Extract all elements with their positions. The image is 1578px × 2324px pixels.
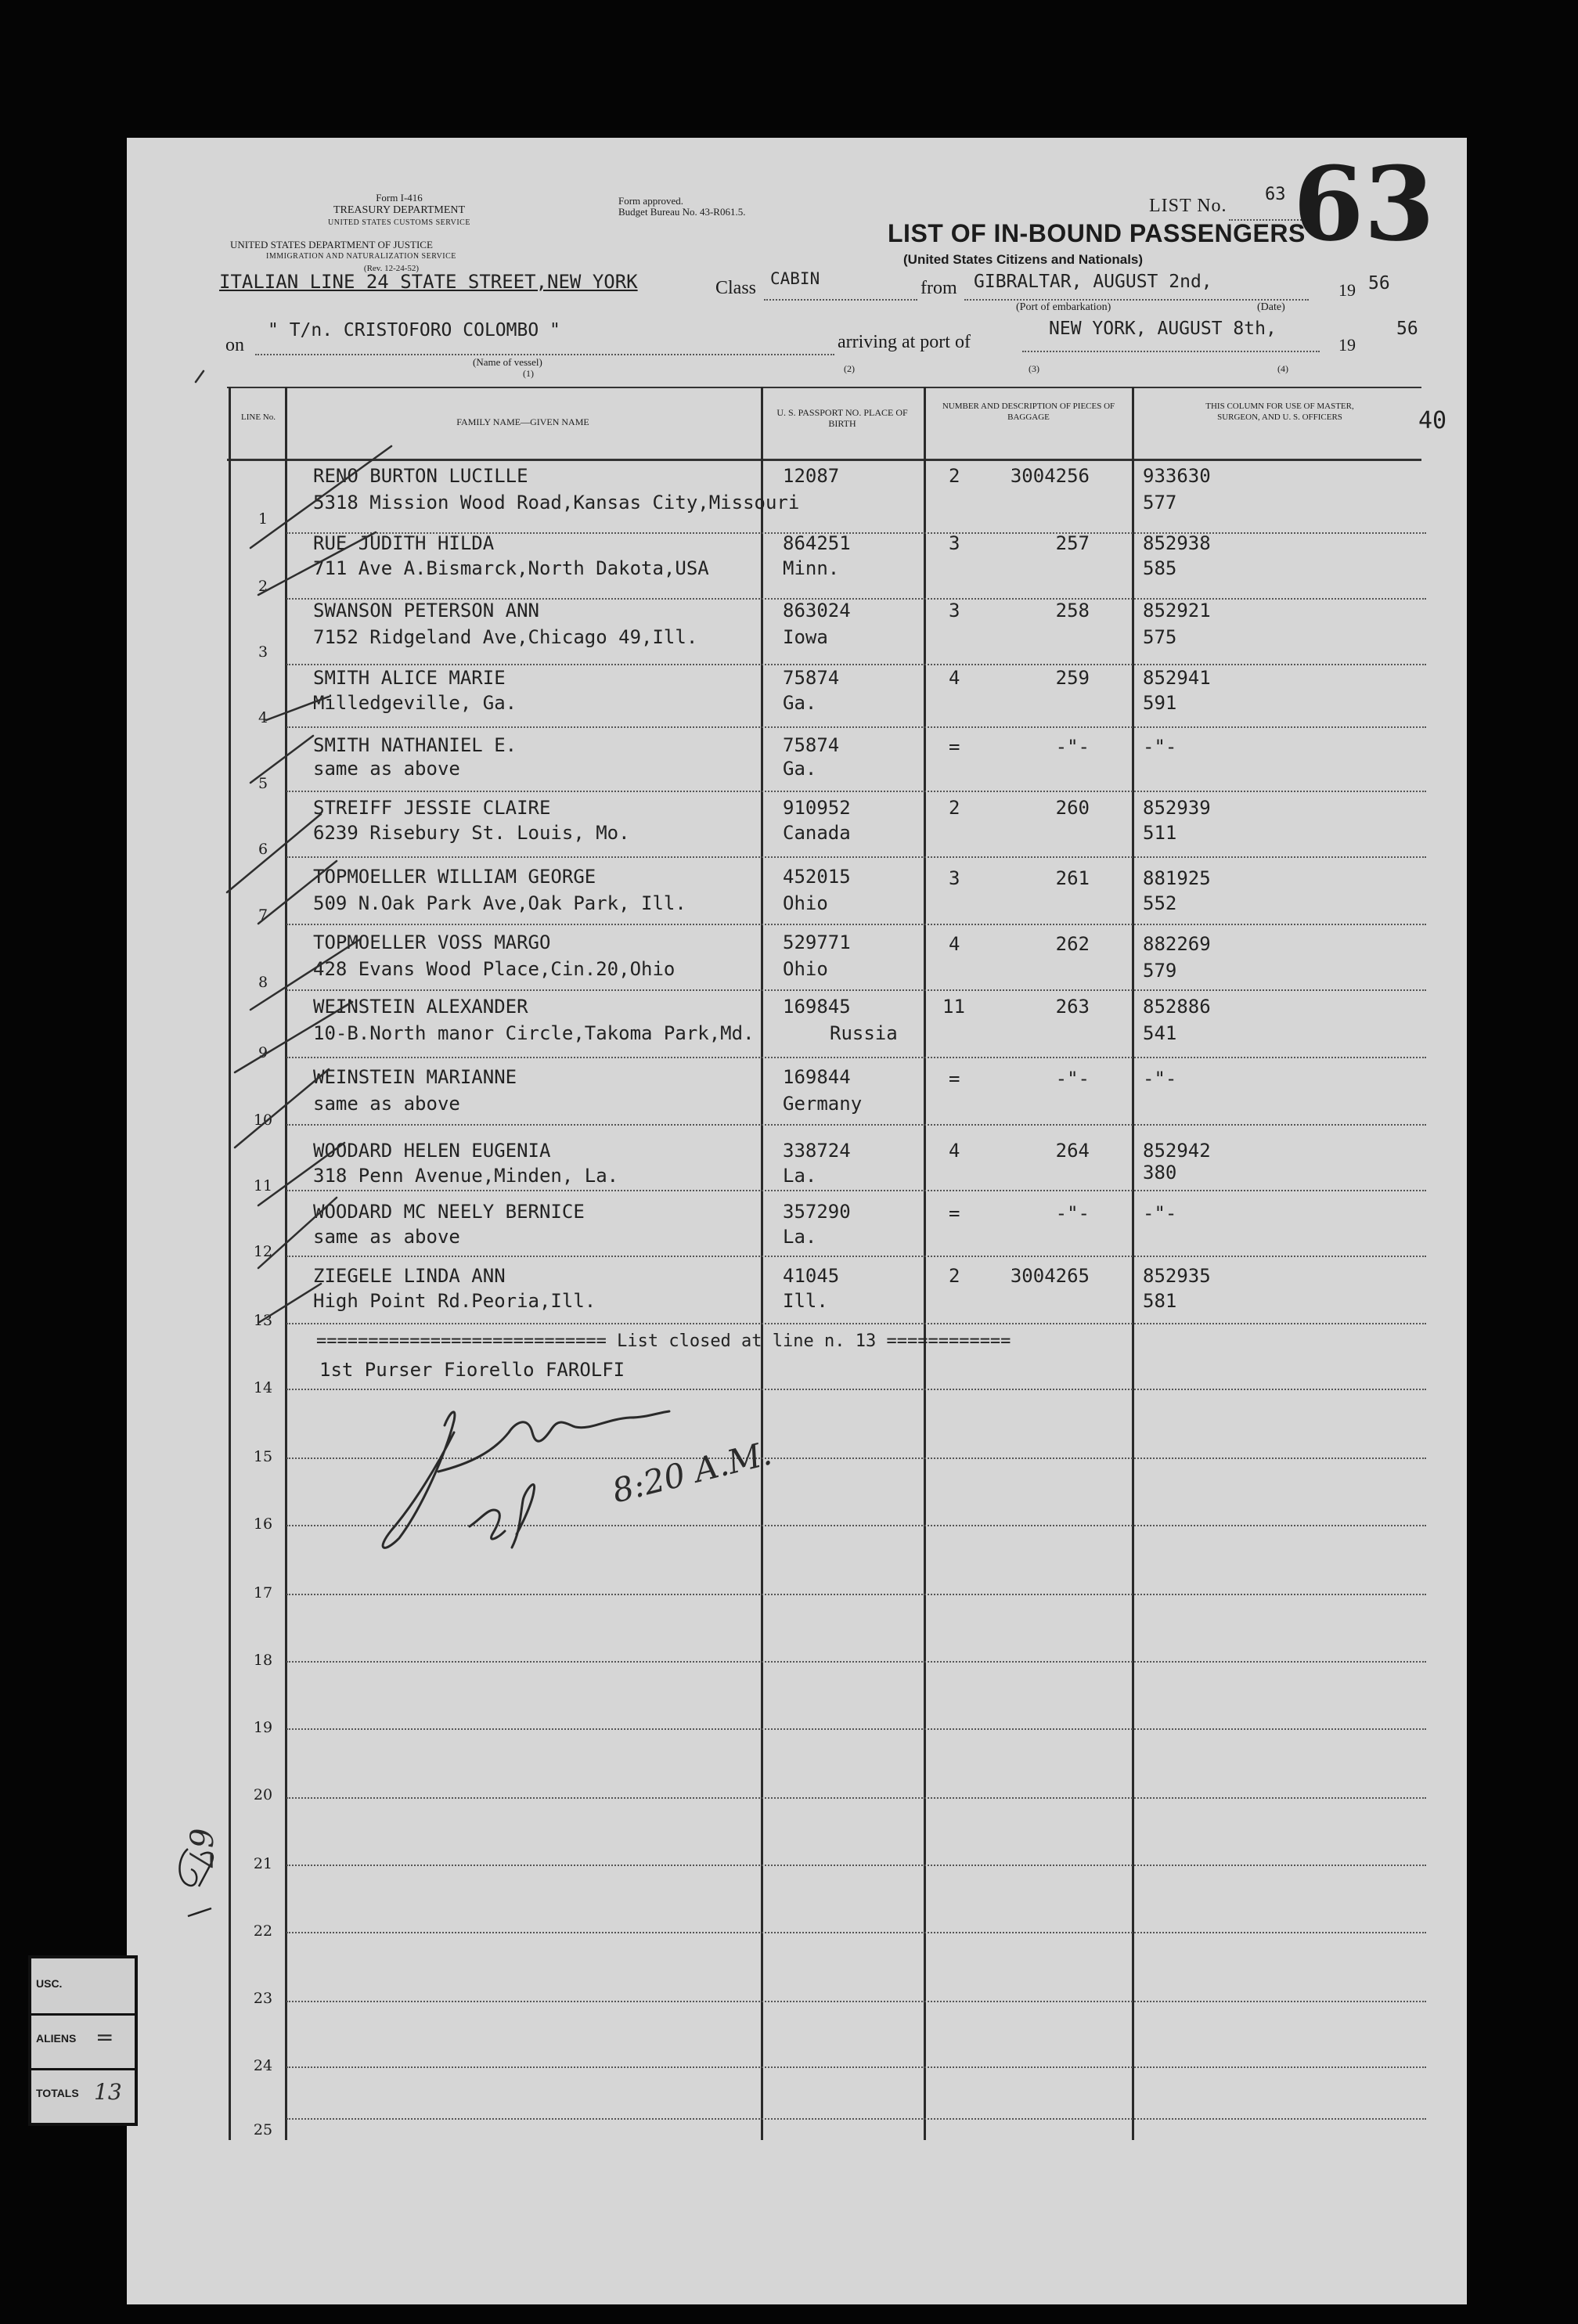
bag-count: 2: [949, 797, 960, 819]
officer-note-2: 585: [1143, 557, 1177, 579]
bag-count: 3: [949, 867, 960, 889]
line-number: 12: [253, 1243, 273, 1260]
tally-value-aliens: =: [95, 2024, 114, 2050]
list-no-small: 63: [1265, 185, 1286, 204]
class-value: CABIN: [770, 269, 820, 288]
line-number: 16: [253, 1515, 273, 1533]
officer-note-2: 511: [1143, 822, 1177, 844]
passenger-name: RENO BURTON LUCILLE: [313, 465, 528, 487]
passenger-name: WEINSTEIN MARIANNE: [313, 1066, 517, 1088]
passport-number: 529771: [783, 931, 851, 953]
form-number: Form I-416: [376, 192, 423, 204]
officer-note-2: 577: [1143, 492, 1177, 513]
line-number: 7: [258, 906, 268, 924]
place-of-birth: Iowa: [783, 626, 828, 648]
line-number: 2: [258, 578, 268, 595]
officer-note-1: 852938: [1143, 532, 1211, 554]
rev-date: (Rev. 12-24-52): [363, 264, 420, 273]
officer-note-1: 882269: [1143, 933, 1211, 955]
col3-number: (3): [1029, 363, 1039, 374]
passport-number: 864251: [783, 532, 851, 554]
passenger-address: 318 Penn Avenue,Minden, La.: [313, 1165, 619, 1187]
bag-description: -"-: [1055, 1202, 1090, 1224]
line-number: 8: [258, 974, 268, 991]
officer-note-1: 933630: [1143, 465, 1211, 487]
place-of-birth: Minn.: [783, 557, 840, 579]
passenger-address: same as above: [313, 1093, 460, 1115]
bag-count: 2: [949, 465, 960, 487]
passenger-address: Milledgeville, Ga.: [313, 692, 517, 714]
officer-note-2: 581: [1143, 1290, 1177, 1312]
vessel-name: " T/n. CRISTOFORO COLOMBO ": [268, 320, 560, 340]
officer-note-1: 881925: [1143, 867, 1211, 889]
passport-number: 169844: [783, 1066, 851, 1088]
col4-number: (4): [1277, 363, 1288, 374]
bag-description: 3004256: [1010, 465, 1090, 487]
passport-number: 169845: [783, 996, 851, 1018]
purser-name: 1st Purser Fiorello FAROLFI: [319, 1359, 625, 1381]
year-embark: 56: [1368, 273, 1390, 294]
officer-note-2: 541: [1143, 1022, 1177, 1044]
line-number: 14: [253, 1379, 273, 1396]
col-header-officers: THIS COLUMN FOR USE OF MASTER, SURGEON, AND U. S. OFFICERS: [1205, 402, 1354, 422]
line-number: 18: [253, 1652, 273, 1669]
list-no-label: LIST No.: [1149, 196, 1227, 216]
passenger-address: 7152 Ridgeland Ave,Chicago 49,Ill.: [313, 626, 698, 648]
arrival-time-note: 8:20 A.M.: [608, 1433, 776, 1511]
customs-service: UNITED STATES CUSTOMS SERVICE: [328, 218, 470, 227]
line-number: 13: [253, 1312, 273, 1329]
col1-number: (1): [523, 368, 534, 379]
bag-description: 257: [1055, 532, 1090, 554]
passenger-address: 711 Ave A.Bismarck,North Dakota,USA: [313, 557, 709, 579]
line-number: 11: [253, 1177, 273, 1194]
list-no-stamp: 63: [1293, 144, 1435, 264]
place-of-birth: La.: [783, 1165, 817, 1187]
bag-count: =: [949, 1202, 960, 1224]
passenger-name: ZIEGELE LINDA ANN: [313, 1265, 506, 1287]
passport-number: 41045: [783, 1265, 840, 1287]
year-prefix: 19: [1338, 280, 1356, 300]
ins-label: IMMIGRATION AND NATURALIZATION SERVICE: [266, 252, 456, 261]
vessel-caption: (Name of vessel): [473, 356, 542, 368]
bag-count: 3: [949, 532, 960, 554]
line-number: 24: [253, 2057, 273, 2074]
form-approved: Form approved.: [618, 195, 684, 207]
passenger-address: same as above: [313, 758, 460, 780]
passenger-name: SMITH ALICE MARIE: [313, 667, 506, 689]
bag-count: 4: [949, 667, 960, 689]
tally-label-aliens: ALIENS: [36, 2032, 77, 2045]
year-arrival: 56: [1396, 319, 1418, 339]
passenger-name: TOPMOELLER WILLIAM GEORGE: [313, 866, 596, 888]
passenger-address: 509 N.Oak Park Ave,Oak Park, Ill.: [313, 892, 686, 914]
line-number: 23: [253, 1990, 273, 2007]
tally-row-totals: [31, 2068, 135, 2123]
port-of-embarkation: GIBRALTAR, AUGUST 2nd,: [974, 272, 1212, 292]
passport-number: 863024: [783, 600, 851, 622]
bag-count: =: [949, 736, 960, 758]
passport-number: 357290: [783, 1201, 851, 1223]
line-number: 5: [258, 775, 268, 792]
officer-note-1: 852886: [1143, 996, 1211, 1018]
line-number: 19: [253, 1719, 273, 1736]
from-label: from: [920, 278, 957, 298]
col2-number: (2): [844, 363, 855, 374]
line-number: 25: [253, 2121, 273, 2138]
passport-number: 910952: [783, 797, 851, 819]
bag-description: -"-: [1055, 736, 1090, 758]
officer-note-1: 852935: [1143, 1265, 1211, 1287]
bag-description: 264: [1055, 1140, 1090, 1162]
bag-description: 258: [1055, 600, 1090, 622]
col-header-name: FAMILY NAME—GIVEN NAME: [456, 416, 589, 427]
line-number: 20: [253, 1786, 273, 1803]
passport-number: 12087: [783, 465, 840, 487]
tally-label-totals: TOTALS: [36, 2087, 79, 2099]
bag-count: 11: [942, 996, 965, 1018]
bag-description: 3004265: [1010, 1265, 1090, 1287]
tally-value-totals: 13: [94, 2079, 122, 2105]
bag-description: -"-: [1055, 1068, 1090, 1090]
place-of-birth: Ga.: [783, 758, 817, 780]
tally-row-aliens: [31, 2013, 135, 2070]
passenger-address: same as above: [313, 1226, 460, 1248]
passenger-address: High Point Rd.Peoria,Ill.: [313, 1290, 596, 1312]
passenger-name: WOODARD HELEN EUGENIA: [313, 1140, 551, 1162]
place-of-birth: Ohio: [783, 958, 828, 980]
officer-note-1: 852942: [1143, 1140, 1211, 1162]
bag-count: 4: [949, 1140, 960, 1162]
bag-count: =: [949, 1068, 960, 1090]
line-number: 15: [253, 1448, 273, 1465]
officer-note-2: 579: [1143, 960, 1177, 982]
officer-note-1: -"-: [1143, 1202, 1177, 1224]
passenger-address: 10-B.North manor Circle,Takoma Park,Md.: [313, 1022, 755, 1044]
place-of-birth: Ill.: [783, 1290, 828, 1312]
bag-count: 4: [949, 933, 960, 955]
line-number: 9: [258, 1044, 268, 1061]
bag-count: 2: [949, 1265, 960, 1287]
line-number: 10: [253, 1112, 273, 1129]
date-caption: (Date): [1257, 301, 1285, 313]
passenger-name: WOODARD MC NEELY BERNICE: [313, 1201, 585, 1223]
bag-description: 260: [1055, 797, 1090, 819]
place-of-birth: Canada: [783, 822, 851, 844]
list-closed-line: ============================ List closed at line n. 13 ============: [316, 1331, 1011, 1351]
officer-note-2: 575: [1143, 626, 1177, 648]
bag-description: 261: [1055, 867, 1090, 889]
port-of-arrival: NEW YORK, AUGUST 8th,: [1049, 319, 1277, 339]
tally-row-usc: [31, 1958, 135, 2016]
year-prefix-arrival: 19: [1338, 335, 1356, 355]
line-number: 4: [258, 709, 268, 726]
bag-description: 262: [1055, 933, 1090, 955]
line-number: 21: [253, 1855, 273, 1872]
passenger-address: 428 Evans Wood Place,Cin.20,Ohio: [313, 958, 676, 980]
officer-note-2: 591: [1143, 692, 1177, 714]
bag-count: 3: [949, 600, 960, 622]
col-header-baggage: NUMBER AND DESCRIPTION OF PIECES OF BAGGAGE: [942, 402, 1115, 422]
bag-description: 259: [1055, 667, 1090, 689]
officer-note-1: -"-: [1143, 1068, 1177, 1090]
passenger-name: SMITH NATHANIEL E.: [313, 734, 517, 756]
tally-label-usc: USC.: [36, 1977, 63, 1990]
col-header-passport: U. S. PASSPORT NO. PLACE OF BIRTH: [776, 407, 908, 429]
officer-note-1: 852939: [1143, 797, 1211, 819]
passenger-name: TOPMOELLER VOSS MARGO: [313, 931, 551, 953]
col-header-line-no: LINE No.: [241, 413, 276, 422]
budget-bureau: Budget Bureau No. 43-R061.5.: [618, 206, 746, 218]
tally-box: [28, 1955, 138, 2126]
dept-treasury: TREASURY DEPARTMENT: [333, 204, 466, 216]
line-number: 3: [258, 643, 268, 661]
class-label: Class: [715, 278, 757, 298]
place-of-birth: Russia: [830, 1022, 898, 1044]
passport-number: 75874: [783, 734, 840, 756]
line-number: 22: [253, 1922, 273, 1940]
passenger-name: RUE JUDITH HILDA: [313, 532, 495, 554]
arriving-label: arriving at port of: [838, 332, 971, 352]
officer-note-2: 380: [1143, 1162, 1177, 1184]
line-number: 6: [258, 841, 268, 858]
officer-note-1: 852921: [1143, 600, 1211, 622]
place-of-birth: La.: [783, 1226, 817, 1248]
passport-number: 75874: [783, 667, 840, 689]
dept-justice: UNITED STATES DEPARTMENT OF JUSTICE: [230, 239, 433, 250]
page-title: LIST OF IN-BOUND PASSENGERS: [888, 219, 1306, 247]
margin-note: 67: [182, 1828, 218, 1868]
port-embark-caption: (Port of embarkation): [1016, 301, 1111, 313]
place-of-birth: Germany: [783, 1093, 863, 1115]
officer-note-1: -"-: [1143, 736, 1177, 758]
on-label: on: [225, 335, 244, 355]
place-of-birth: Ohio: [783, 892, 828, 914]
passenger-name: WEINSTEIN ALEXANDER: [313, 996, 528, 1018]
passenger-name: SWANSON PETERSON ANN: [313, 600, 539, 622]
shipping-company: ITALIAN LINE 24 STATE STREET,NEW YORK: [219, 271, 638, 293]
officer-note-1: 852941: [1143, 667, 1211, 689]
officer-note-2: 552: [1143, 892, 1177, 914]
line-number: 17: [253, 1584, 273, 1602]
passenger-name: STREIFF JESSIE CLAIRE: [313, 797, 551, 819]
passenger-address: 6239 Risebury St. Louis, Mo.: [313, 822, 630, 844]
bag-description: 263: [1055, 996, 1090, 1018]
page-subtitle: (United States Citizens and Nationals): [903, 252, 1144, 267]
page-mark: 40: [1418, 407, 1447, 434]
line-number: 1: [258, 510, 268, 528]
passport-number: 452015: [783, 866, 851, 888]
passport-number: 338724: [783, 1140, 851, 1162]
passenger-address: 5318 Mission Wood Road,Kansas City,Missouri: [313, 492, 800, 513]
place-of-birth: Ga.: [783, 692, 817, 714]
